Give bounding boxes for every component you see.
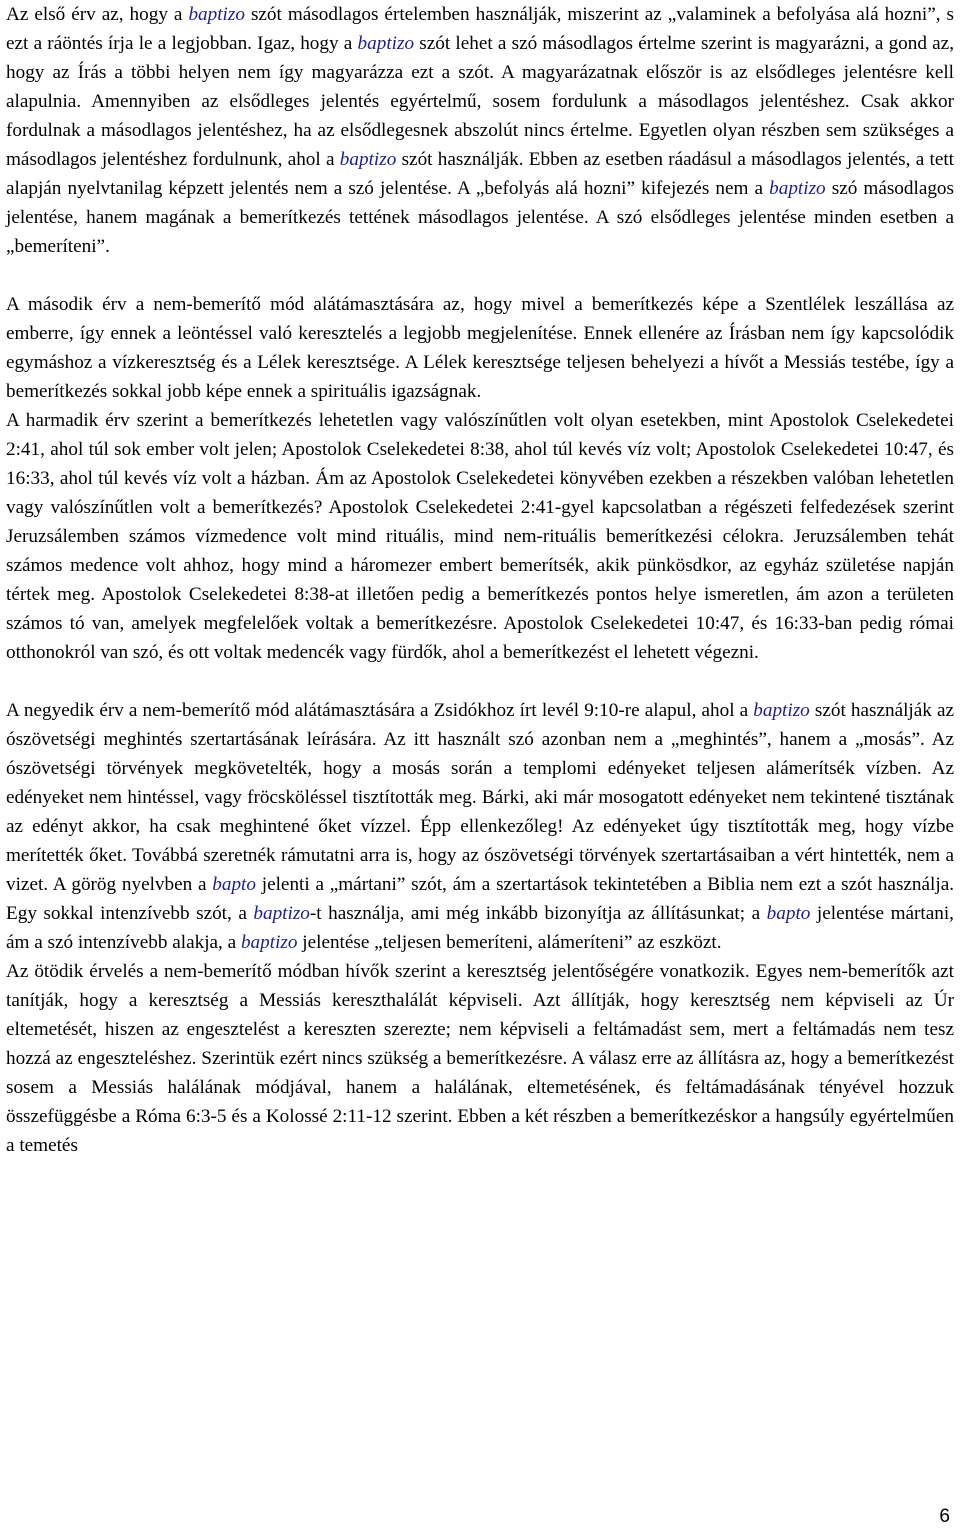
paragraph-fourth-argument	[6, 696, 954, 957]
paragraph-gap	[6, 667, 954, 696]
paragraph-third-argument	[6, 406, 954, 667]
text-run: -t használja, ami még inkább bizonyítja az állításunkat; a	[309, 903, 767, 924]
text-run: Az első érv az, hogy a	[6, 4, 189, 25]
document-page	[6, 0, 954, 1160]
keyword-term: baptizo	[769, 178, 826, 199]
text-run: jelenti a „mártani” szót, ám a szertartások tekintetében a Biblia nem ezt a szót használja. Egy sokkal intenzívebb szót, a	[6, 874, 955, 924]
keyword-term: baptizo	[188, 4, 245, 25]
text-run: jelentése mártani, ám a szó intenzívebb alakja, a	[6, 903, 954, 953]
text-run: A harmadik érv szerint a bemerítkezés lehetetlen vagy valószínűtlen volt olyan esetekben, mint Apostolok Cselekedetei 2:41, ahol túl sok ember volt jelen; Apostolok Cselekedetei 8:38, ahol túl kevés víz volt; Apostolok Cselekedetei 10:47, és 16:33, ahol túl kevés víz volt a házban. Ám az Apostolok Cselekedetei könyvében ezekben a részekben valóban lehetetlen vagy valószínűtlen volt a bemerítkezés? Apostolok Cselekedetei 2:41-gyel kapcsolatban a régészeti felfedezések szerint Jeruzsálemben számos vízmedence volt mind rituális, mind nem-rituális bemerítkezési célokra. Jeruzsálemben tehát számos medence volt ahhoz, hogy mind a háromezer embert bemerítsék, akik pünkösdkor, az egyház születése napján tértek meg. Apostolok Cselekedetei 8:38-at illetően pedig a bemerítkezés pontos helye ismeretlen, ám azon a területen számos tó van, amelyek megfelelőek voltak a bemerítkezésre. Apostolok Cselekedetei 10:47, és 16:33-ban pedig római otthonokról van szó, és ott voltak medencék vagy fürdők, ahol a bemerítkezést el lehetett végezni.	[6, 410, 954, 663]
paragraph-fifth-argument	[6, 957, 954, 1160]
keyword-term: baptizo	[253, 903, 310, 924]
keyword-term: baptizo	[339, 149, 397, 170]
text-run: szót használják az ószövetségi meghintés szertartásának leírására. Az itt használt szó azonban nem a „meghintés”, hanem a „mosás”. Az ószövetségi törvények megkövetelték, hogy a mosás során a templomi edényeket teljesen alámerítsék vízben. Az edényeket nem hintéssel, vagy fröcsköléssel tisztították meg. Bárki, aki már mosogatott edényeket nem tekintené tisztának az edényt akkor, ha csak meghintené őket vízzel. Épp ellenkezőleg! Az edényeket úgy tisztították meg, hogy vízbe merítették őket. Továbbá szeretnék rámutatni arra is, hogy az ószövetségi törvények szertartásaiban a vért hintették, nem a vizet. A görög nyelvben a	[6, 700, 954, 895]
page-number: 6	[939, 1506, 950, 1527]
keyword-term: baptizo	[357, 33, 415, 54]
text-run: szót használják. Ebben az esetben ráadásul a másodlagos jelentés, a tett alapján nyelvtanilag képzett jelentés nem a szó jelentése. A „befolyás alá hozni” kifejezés nem a	[6, 149, 954, 199]
paragraph-gap	[6, 261, 954, 290]
keyword-term: baptizo	[240, 932, 298, 953]
text-run: A negyedik érv a nem-bemerítő mód alátámasztására a Zsidókhoz írt levél 9:10-re alapul, ahol a	[6, 700, 754, 721]
keyword-term: bapto	[766, 903, 811, 924]
text-run: szót lehet a szó másodlagos értelme szerint is magyarázni, a gond az, hogy az Írás a többi helyen nem így magyarázza ezt a szót. A magyarázatnak először is az elsődleges jelentésre kell alapulnia. Amennyiben az elsődleges jelentés egyértelmű, sosem fordulunk a másodlagos jelentéshez. Csak akkor fordulnak a másodlagos jelentéshez, ha az elsődlegesnek abszolút nincs értelme. Egyetlen olyan részben sem szükséges a másodlagos jelentéshez fordulnunk, ahol a	[6, 33, 954, 170]
text-run: szó másodlagos jelentése, hanem magának a bemerítkezés tettének másodlagos jelentése. A szó elsődleges jelentése minden esetben a „bemeríteni”.	[6, 178, 954, 257]
text-run: Az ötödik érvelés a nem-bemerítő módban hívők szerint a keresztség jelentőségére vonatkozik. Egyes nem-bemerítők azt tanítják, hogy a keresztség a Messiás kereszthalálát képviseli. Azt állítják, hogy keresztség nem képviseli az Úr eltemetését, hiszen az engesztelést a kereszten szerezte; nem képviseli a feltámadást sem, mert a feltámadás nem tesz hozzá az engeszteléshez. Szerintük ezért nincs szükség a bemerítkezésre. A válasz erre az állításra az, hogy a bemerítkezést sosem a Messiás halálának módjával, hanem a halálának, eltemetésének, és feltámadásának tényével hozzuk összefüggésbe a Róma 6:3-5 és a Kolossé 2:11-12 szerint. Ebben a két részben a bemerítkezéskor a hangsúly egyértelműen a temetés	[6, 961, 954, 1156]
keyword-term: baptizo	[753, 700, 810, 721]
text-run: jelentése „teljesen bemeríteni, alámeríteni” az eszközt.	[297, 932, 722, 953]
keyword-term: bapto	[212, 874, 256, 895]
text-run: A második érv a nem-bemerítő mód alátámasztására az, hogy mivel a bemerítkezés képe a Szentlélek leszállása az emberre, így ennek a leöntéssel való keresztelés a legjobb megjelenítése. Ennek ellenére az Írásban nem így kapcsolódik egymáshoz a vízkeresztség és a Lélek keresztsége. A Lélek keresztsége teljesen behelyezi a hívőt a Messiás testébe, így a bemerítkezés sokkal jobb képe ennek a spirituális igazságnak.	[6, 294, 954, 402]
paragraph-second-argument	[6, 290, 954, 406]
paragraph-first-argument	[6, 0, 954, 261]
text-run: szót másodlagos értelemben használják, miszerint az „valaminek a befolyása alá hozni”, s ezt a ráöntés írja le a legjobban. Igaz, hogy a	[6, 4, 954, 54]
